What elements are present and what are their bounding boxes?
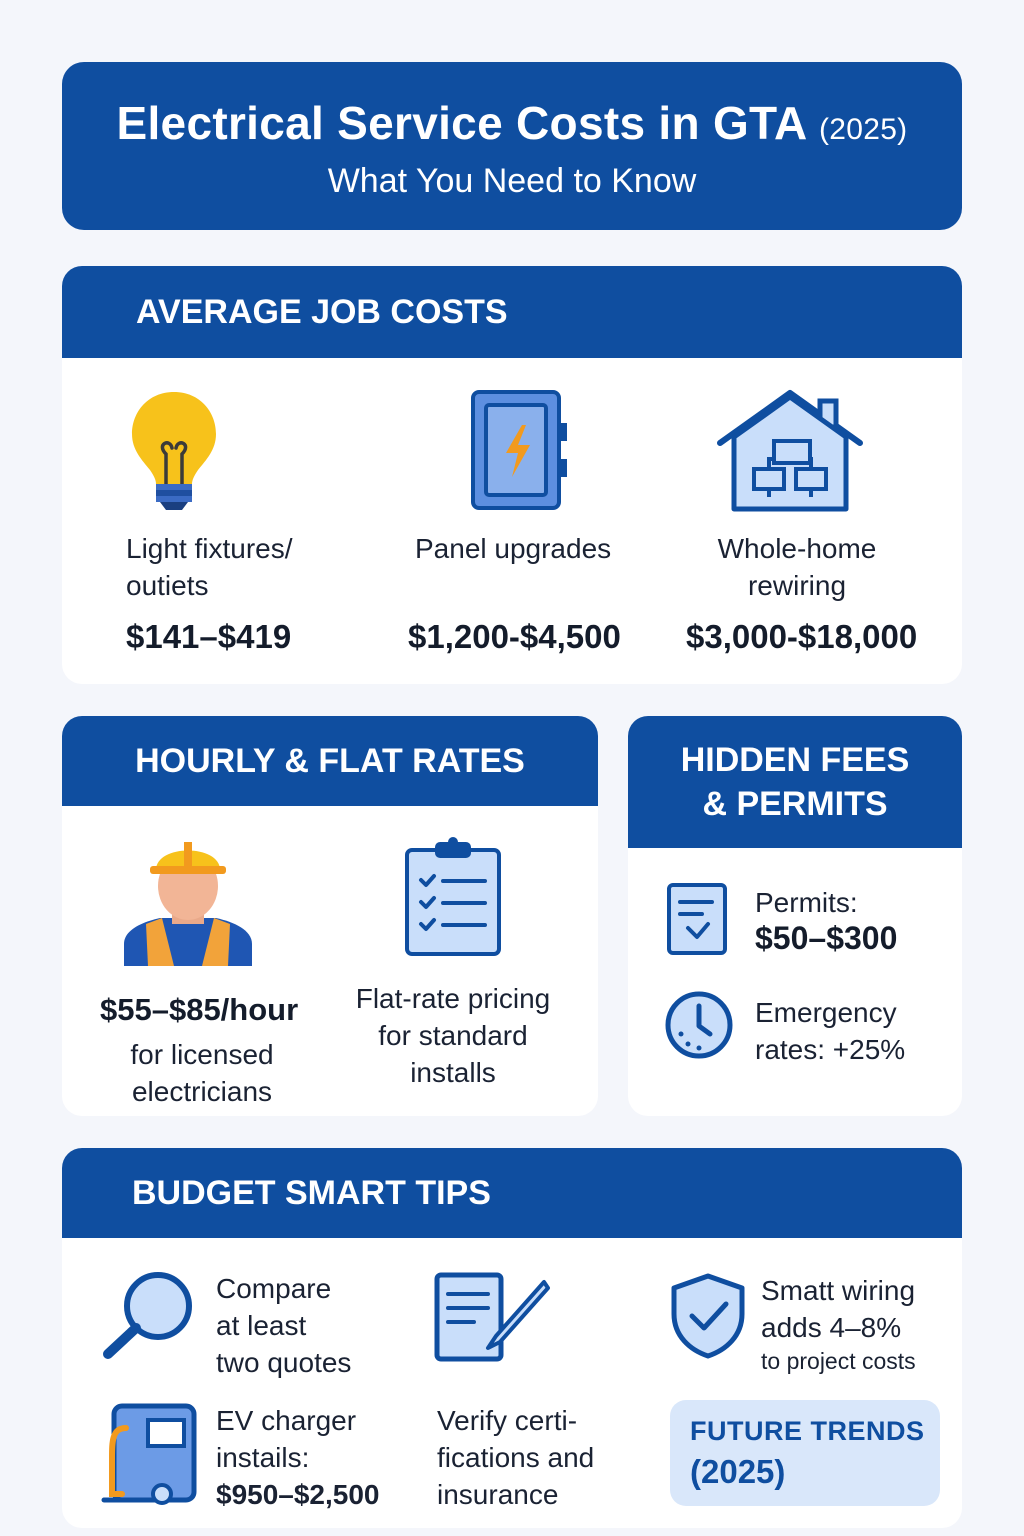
ev-charger-tip: EV charger instails: $950–$2,500 — [216, 1405, 380, 1510]
hidden-fees-heading: HIDDEN FEES & PERMITS — [628, 716, 962, 848]
electrician-worker-icon — [122, 832, 254, 966]
light-fixtures-price: $141–$419 — [126, 618, 292, 655]
emergency-rates-label: Emergency rates: +25% — [755, 997, 906, 1065]
hourly-flat-rates-heading: HOURLY & FLAT RATES — [62, 716, 598, 806]
panel-upgrades-label: Panel upgrades — [415, 533, 612, 564]
shield-check-icon — [670, 1272, 746, 1360]
page-subtitle: What You Need to Know — [327, 162, 697, 200]
future-trends-badge[interactable]: FUTURE TRENDS (2025) — [670, 1400, 940, 1506]
budget-smart-tips-heading: BUDGET SMART TIPS — [62, 1148, 962, 1238]
house-wiring-icon — [716, 389, 864, 513]
clipboard-checklist-icon — [403, 836, 503, 958]
compare-quotes-tip: Compare at least two quotes — [216, 1273, 352, 1378]
average-job-costs-heading: AVERAGE JOB COSTS — [62, 266, 962, 358]
panel-upgrades-price: $1,200-$4,500 — [408, 618, 621, 655]
permits-label: Permits: — [755, 887, 858, 918]
permits-price: $50–$300 — [755, 920, 898, 956]
rewiring-label: Whole-home rewiring — [717, 533, 877, 601]
document-pen-icon — [434, 1272, 552, 1362]
smart-wiring-tip: Smatt wiring adds 4–8% to project costs — [761, 1275, 916, 1374]
hourly-rate-label: for licensed electricians — [130, 1039, 274, 1107]
title-banner — [62, 62, 962, 230]
title-text: Electrical Service Costs in GTA — [116, 97, 806, 149]
page-title — [62, 96, 962, 150]
title-year: (2025) — [818, 113, 908, 146]
clock-icon — [664, 990, 734, 1060]
permit-document-icon — [666, 882, 730, 956]
ev-charger-icon — [100, 1402, 200, 1506]
flat-rate-label: Flat-rate pricing for standard installs — [355, 983, 551, 1088]
verify-certifications-tip: Verify certi- fications and insurance — [437, 1405, 595, 1510]
rewiring-price: $3,000-$18,000 — [686, 618, 918, 655]
hourly-rate-price: $55–$85/hour — [100, 992, 299, 1027]
lightbulb-icon — [126, 388, 222, 514]
electrical-panel-icon — [470, 389, 570, 511]
magnifying-glass-icon — [100, 1270, 196, 1362]
light-fixtures-label: Light fixtures/ outiets — [126, 533, 293, 601]
